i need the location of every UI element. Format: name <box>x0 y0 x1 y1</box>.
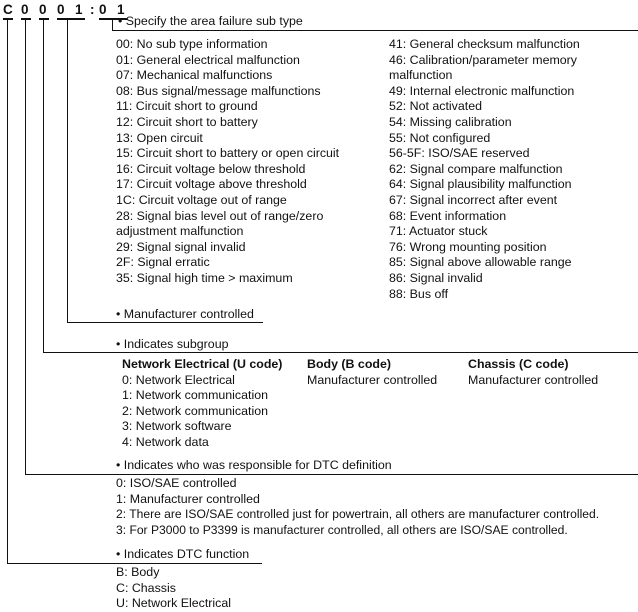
list-item: 85: Signal above allowable range <box>389 255 572 270</box>
list-item: 49: Internal electronic malfunction <box>389 83 575 98</box>
connector-line <box>7 20 8 564</box>
responsible-title: • Indicates who was responsible for DTC definition <box>116 458 392 472</box>
list-item: Manufacturer controlled <box>468 372 599 387</box>
list-item: C: Chassis <box>116 580 176 595</box>
list-item: Manufacturer controlled <box>307 372 438 387</box>
list-item: 64: Signal plausibility malfunction <box>389 177 572 192</box>
subgroup-title: • Indicates subgroup <box>116 337 229 351</box>
list-item: 52: Not activated <box>389 99 482 114</box>
list-item: 16: Circuit voltage below threshold <box>116 161 306 176</box>
list-item: U: Network Electrical <box>116 596 231 611</box>
subgroup-column-u <box>122 357 282 451</box>
list-item: 86: Signal invalid <box>389 270 483 285</box>
column-header: Chassis (C code) <box>468 357 569 371</box>
list-item: 29: Signal signal invalid <box>116 239 246 254</box>
subtype-title: • Specify the area failure sub type <box>118 14 303 28</box>
column-header: Body (B code) <box>307 357 391 371</box>
function-list <box>116 565 231 612</box>
list-item: 17: Circuit voltage above threshold <box>116 177 307 192</box>
code-char: : <box>90 2 95 17</box>
list-item: 2: There are ISO/SAE controlled just for powertrain, all others are manufacturer controlled. <box>116 507 600 522</box>
list-item: 01: General electrical malfunction <box>116 52 300 67</box>
responsible-list <box>116 476 599 538</box>
subgroup-column-c <box>468 357 598 388</box>
list-item: 13: Open circuit <box>116 130 203 145</box>
list-item: adjustment malfunction <box>116 224 244 239</box>
code-char: 1 <box>75 2 83 17</box>
list-item: 88: Bus off <box>389 286 449 301</box>
list-item: 55: Not configured <box>389 130 491 145</box>
list-item: 12: Circuit short to battery <box>116 114 258 129</box>
list-item: 07: Mechanical malfunctions <box>116 68 273 83</box>
list-item: 0: Network Electrical <box>122 372 235 387</box>
code-char: 0 <box>99 2 107 17</box>
list-item: 15: Circuit short to battery or open circuit <box>116 146 340 161</box>
code-char: 1 <box>117 2 125 17</box>
subtype-left-list <box>116 37 339 287</box>
char-underline <box>3 18 13 20</box>
list-item: 4: Network data <box>122 434 209 449</box>
list-item: 62: Signal compare malfunction <box>389 161 563 176</box>
list-item: 56-5F: ISO/SAE reserved <box>389 146 530 161</box>
list-item: 76: Wrong mounting position <box>389 239 547 254</box>
list-item: 46: Calibration/parameter memory <box>389 52 578 67</box>
connector-line <box>25 20 26 475</box>
list-item: 00: No sub type information <box>116 37 268 51</box>
list-item: 2F: Signal erratic <box>116 255 210 270</box>
char-underline <box>57 18 85 20</box>
list-item: 11: Circuit short to ground <box>116 99 258 114</box>
list-item: 08: Bus signal/message malfunctions <box>116 83 321 98</box>
list-item: 54: Missing calibration <box>389 114 512 129</box>
list-item: 35: Signal high time > maximum <box>116 270 293 285</box>
list-item: 0: ISO/SAE controlled <box>116 476 237 490</box>
connector-line <box>67 20 68 323</box>
list-item: 68: Event information <box>389 208 507 223</box>
list-item: 3: Network software <box>122 419 232 434</box>
list-item: 28: Signal bias level out of range/zero <box>116 208 324 223</box>
connector-line <box>25 474 638 475</box>
function-title: • Indicates DTC function <box>116 547 250 561</box>
connector-line <box>112 30 638 31</box>
list-item: 67: Signal incorrect after event <box>389 192 558 207</box>
list-item: 1: Manufacturer controlled <box>116 491 260 506</box>
column-header: Network Electrical (U code) <box>122 357 283 371</box>
code-char: 0 <box>57 2 65 17</box>
list-item: 2: Network communication <box>122 403 268 418</box>
list-item: 3: For P3000 to P3399 is manufacturer controlled, all others are ISO/SAE controlled. <box>116 522 568 537</box>
list-item: 1C: Circuit voltage out of range <box>116 192 287 207</box>
code-char: 0 <box>39 2 47 17</box>
char-underline <box>39 18 49 20</box>
connector-line <box>7 563 262 564</box>
code-char: C <box>3 2 13 17</box>
list-item: malfunction <box>389 68 453 83</box>
char-underline <box>21 18 31 20</box>
list-item: 41: General checksum malfunction <box>389 37 580 51</box>
connector-line <box>43 20 44 353</box>
manufacturer-title: • Manufacturer controlled <box>116 307 254 321</box>
list-item: 71: Actuator stuck <box>389 224 488 239</box>
subtype-right-list <box>389 37 580 302</box>
list-item: B: Body <box>116 565 160 579</box>
code-char: 0 <box>21 2 29 17</box>
list-item: 1: Network communication <box>122 388 268 403</box>
subgroup-column-b <box>307 357 437 388</box>
